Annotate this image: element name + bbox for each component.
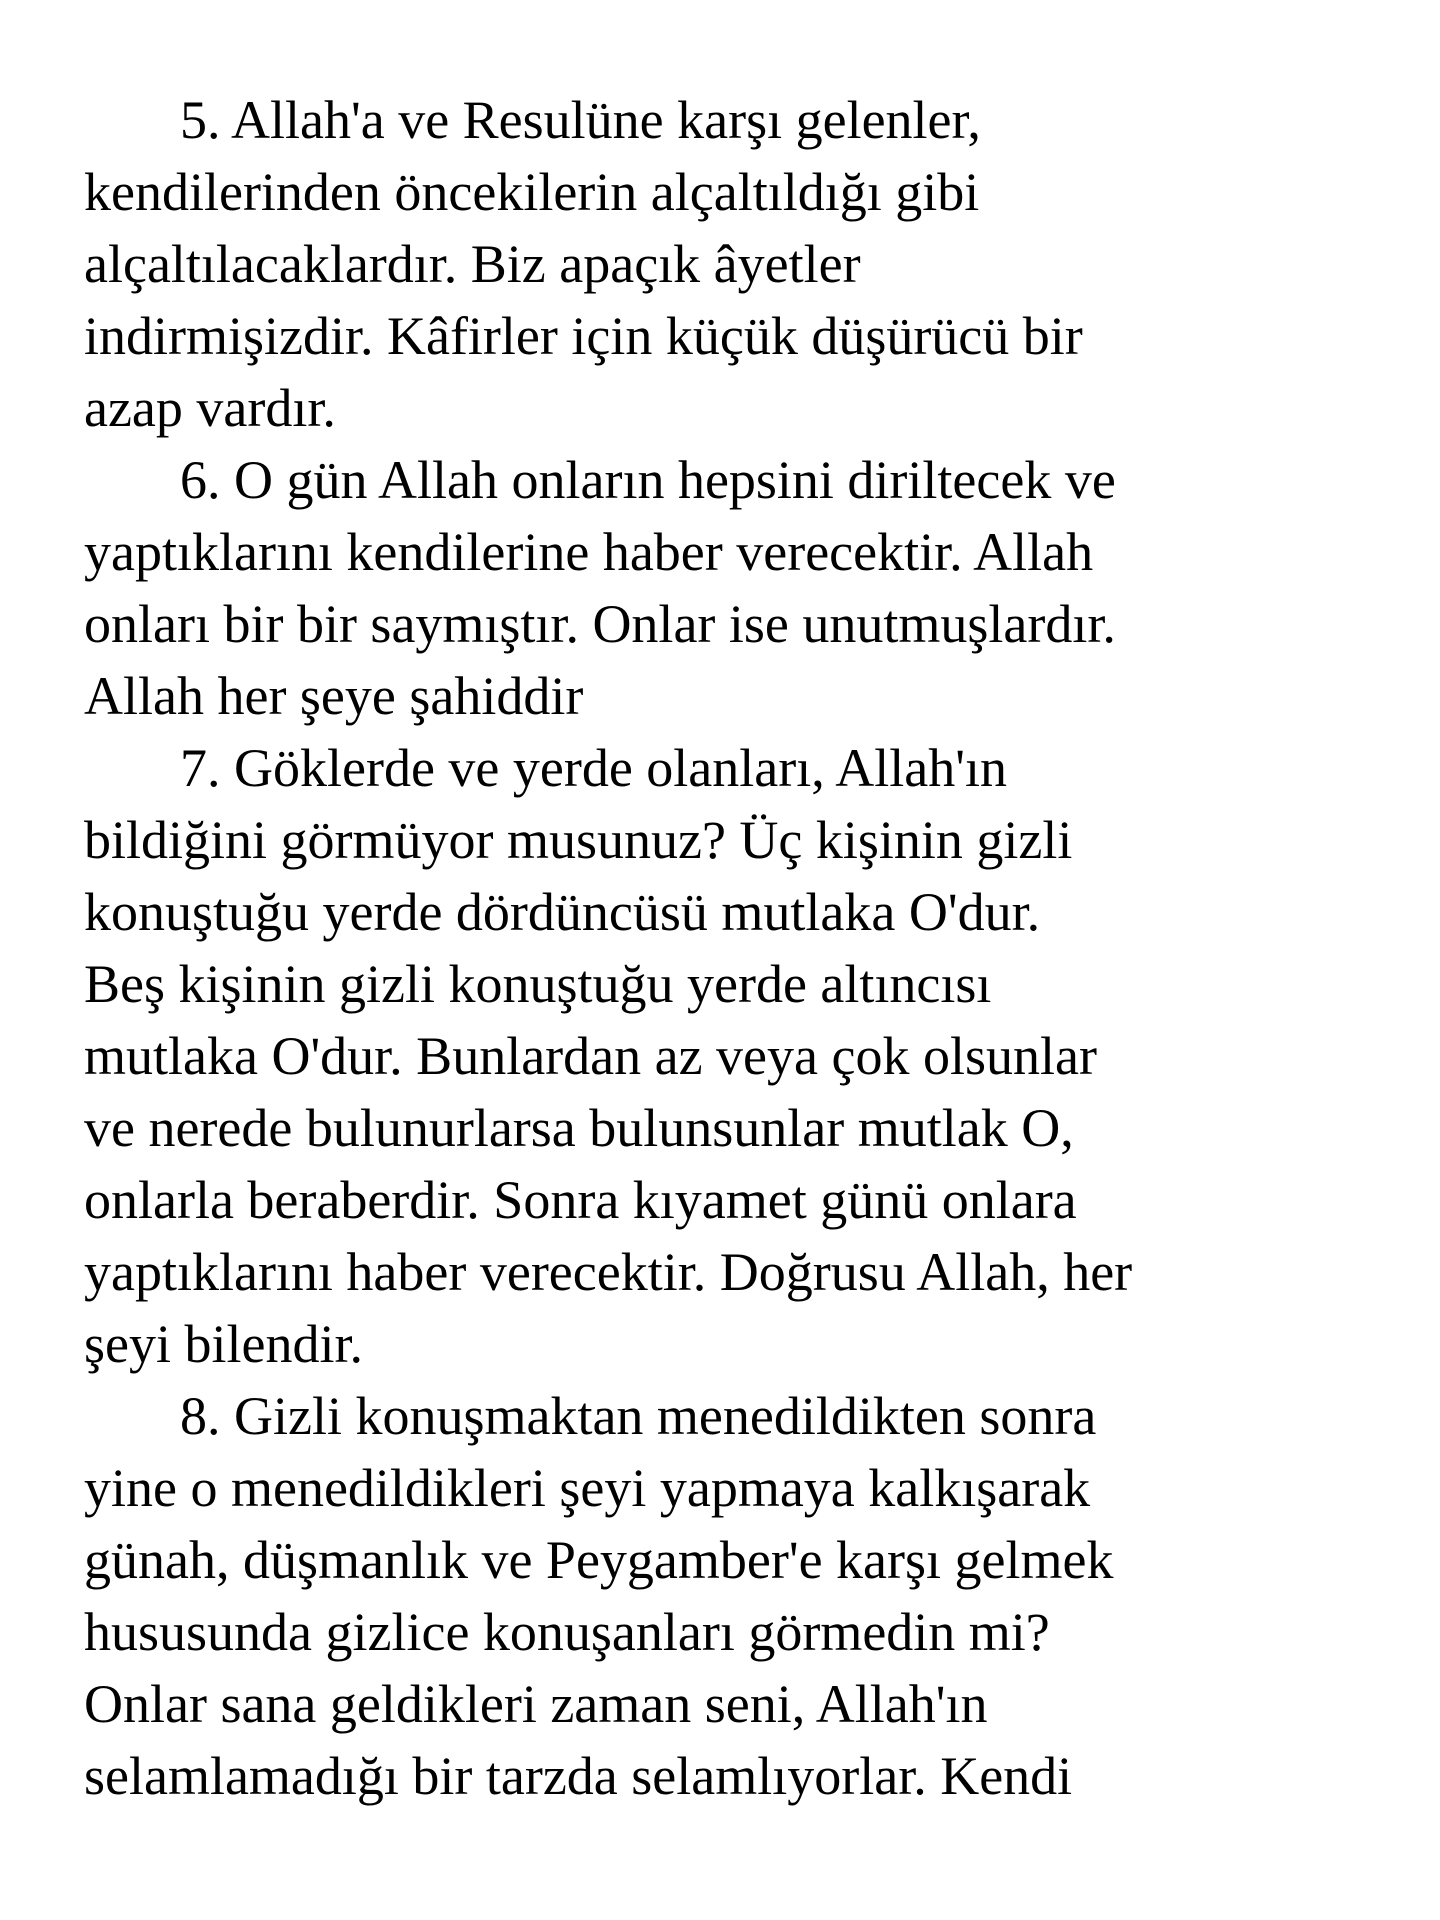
verse-line: kendilerinden öncekilerin alçaltıldığı gibi xyxy=(84,162,980,222)
verse-line: alçaltılacaklardır. Biz apaçık âyetler xyxy=(84,234,861,294)
verse-line: bildiğini görmüyor musunuz? Üç kişinin gizli xyxy=(84,810,1073,870)
verse-line: 6. O gün Allah onların hepsini diriltecek ve xyxy=(180,450,1116,510)
verse-8 xyxy=(84,1380,1384,1812)
verse-line: onlarla beraberdir. Sonra kıyamet günü onlara xyxy=(84,1170,1077,1230)
verse-line: mutlaka O'dur. Bunlardan az veya çok olsunlar xyxy=(84,1026,1097,1086)
verse-5 xyxy=(84,84,1384,444)
verse-line: günah, düşmanlık ve Peygamber'e karşı gelmek xyxy=(84,1530,1114,1590)
document-page xyxy=(84,84,1384,1812)
verse-line: 8. Gizli konuşmaktan menedildikten sonra xyxy=(180,1386,1097,1446)
verse-line: Onlar sana geldikleri zaman seni, Allah'ın xyxy=(84,1674,988,1734)
verse-line: yine o menedildikleri şeyi yapmaya kalkışarak xyxy=(84,1458,1091,1518)
verse-6 xyxy=(84,444,1384,732)
verse-line: Allah her şeye şahiddir xyxy=(84,666,584,726)
verse-line: Beş kişinin gizli konuştuğu yerde altıncısı xyxy=(84,954,992,1014)
verse-line: ve nerede bulunurlarsa bulunsunlar mutlak O, xyxy=(84,1098,1074,1158)
verse-line: yaptıklarını kendilerine haber verecektir. Allah xyxy=(84,522,1094,582)
verse-line: onları bir bir saymıştır. Onlar ise unutmuşlardır. xyxy=(84,594,1116,654)
verse-line: konuştuğu yerde dördüncüsü mutlaka O'dur. xyxy=(84,882,1041,942)
verse-7 xyxy=(84,732,1384,1380)
verse-line: hususunda gizlice konuşanları görmedin mi? xyxy=(84,1602,1050,1662)
verse-line: 7. Göklerde ve yerde olanları, Allah'ın xyxy=(180,738,1007,798)
verse-line: şeyi bilendir. xyxy=(84,1314,363,1374)
verse-line: 5. Allah'a ve Resulüne karşı gelenler, xyxy=(180,90,981,150)
verse-line: yaptıklarını haber verecektir. Doğrusu Allah, her xyxy=(84,1242,1133,1302)
verse-line: selamlamadığı bir tarzda selamlıyorlar. Kendi xyxy=(84,1746,1073,1806)
verse-line: azap vardır. xyxy=(84,378,336,438)
verse-line: indirmişizdir. Kâfirler için küçük düşürücü bir xyxy=(84,306,1083,366)
